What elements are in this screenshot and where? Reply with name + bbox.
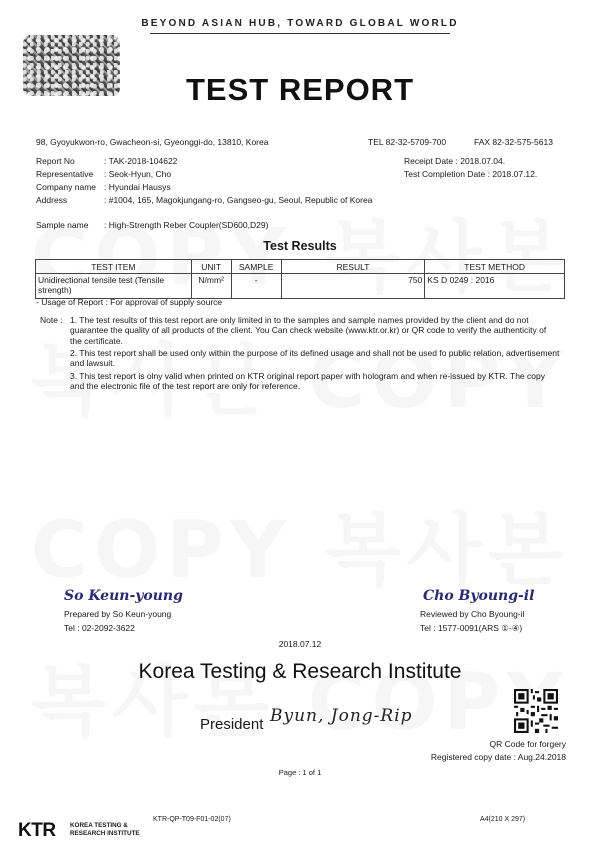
- representative-value: : Seok-Hyun, Cho: [104, 169, 172, 179]
- institute-address: 98, Gyoyukwon-ro, Gwacheon-si, Gyeonggi-do, 13810, Korea: [36, 137, 269, 147]
- company-value: : Hyundai Hausys: [104, 182, 171, 192]
- reviewed-by: Reviewed by Cho Byoung-il: [420, 609, 525, 619]
- president-label: President: [200, 716, 264, 733]
- watermark-copy: [0, 640, 600, 752]
- prepared-by: Prepared by So Keun-young: [64, 609, 172, 619]
- prepared-signature: So Keun-young: [64, 588, 183, 604]
- note-item-2: 2. This test report shall be used only within the purpose of its defined usage and shall not be used fo public relation, advertisement and lawsuit.: [70, 348, 560, 369]
- address-value: : #1004, 165, Magokjungang-ro, Gangseo-gu, Seoul, Republic of Korea: [104, 195, 373, 205]
- paper-size: A4(210 X 297): [480, 816, 526, 823]
- institute-fax: FAX 82-32-575-5613: [474, 137, 553, 147]
- company-label: Company name: [36, 182, 97, 192]
- registered-copy-date: Registered copy date : Aug.24.2018: [430, 752, 566, 762]
- president-signature: Byun, Jong-Rip: [270, 706, 413, 726]
- unit-cell: N/mm²: [191, 274, 231, 299]
- tagline-divider: [150, 33, 450, 34]
- column-header: SAMPLE: [231, 260, 281, 274]
- reviewed-tel: Tel : 1577-0091(ARS ①-④): [420, 623, 523, 633]
- document-title: TEST REPORT: [185, 72, 414, 107]
- tagline: BEYOND ASIAN HUB, TOWARD GLOBAL WORLD: [141, 18, 459, 29]
- column-header: RESULT: [281, 260, 425, 274]
- receipt-date: Receipt Date : 2018.07.04.: [404, 156, 506, 166]
- watermark-copy: [0, 488, 600, 600]
- address-label: Address: [36, 195, 68, 205]
- sample-label: Sample name: [36, 220, 89, 230]
- note-item-1: 1. The test results of this test report are only limited in to the samples and sample names provided by the client and do not guarantee the quality of all products of the client. You Can check website (www.ktr.or.kr) or QR code to verify the authenticity of the certificate.: [70, 315, 547, 346]
- test-results-heading: Test Results: [263, 239, 337, 253]
- institute-name: Korea Testing & Research Institute: [138, 660, 462, 683]
- usage-of-report: - Usage of Report : For approval of supply source: [36, 297, 223, 307]
- test-results-table: [35, 259, 565, 299]
- test-item-cell: Unidirectional tensile test (Tensile strength): [36, 274, 192, 299]
- logo-sub-line: RESEARCH INSTITUTE: [70, 829, 140, 837]
- institute-tel: TEL 82-32-5709-700: [368, 137, 447, 147]
- column-header: TEST ITEM: [36, 260, 192, 274]
- sample-cell: -: [231, 274, 281, 299]
- logo-sub-line: KOREA TESTING &: [70, 822, 128, 829]
- report-no-value: : TAK-2018-104622: [104, 156, 178, 166]
- page-number: Page : 1 of 1: [278, 768, 322, 777]
- prepared-tel: Tel : 02-2092-3622: [64, 623, 135, 633]
- qr-caption: QR Code for forgery: [489, 739, 566, 749]
- note-label: Note :: [40, 315, 63, 325]
- ktr-logo-subtitle: [70, 822, 140, 837]
- issue-date: 2018.07.12: [278, 639, 322, 649]
- form-code: KTR-QP-T09-F01-02(07): [153, 816, 231, 823]
- column-header: UNIT: [191, 260, 231, 274]
- reviewed-signature: Cho Byoung-il: [423, 588, 535, 604]
- qr-code-icon: [514, 689, 558, 733]
- result-cell: 750: [281, 274, 425, 299]
- note-item-3: 3. This test report is olny valid when printed on KTR original report paper with hologram and when re-issued by KTR. The copy and the electronic file of the test report are only for reference.: [70, 371, 545, 392]
- table-row: [36, 274, 565, 299]
- table-header-row: [36, 260, 565, 274]
- ktr-logo: KTR: [18, 820, 56, 841]
- test-method-cell: KS D 0249 : 2016: [425, 274, 565, 299]
- completion-date: Test Completion Date : 2018.07.12.: [404, 169, 538, 179]
- sample-value: : High-Strength Reber Coupler(SD600,D29): [104, 220, 269, 230]
- representative-label: Representative: [36, 169, 94, 179]
- report-no-label: Report No: [36, 156, 75, 166]
- column-header: TEST METHOD: [425, 260, 565, 274]
